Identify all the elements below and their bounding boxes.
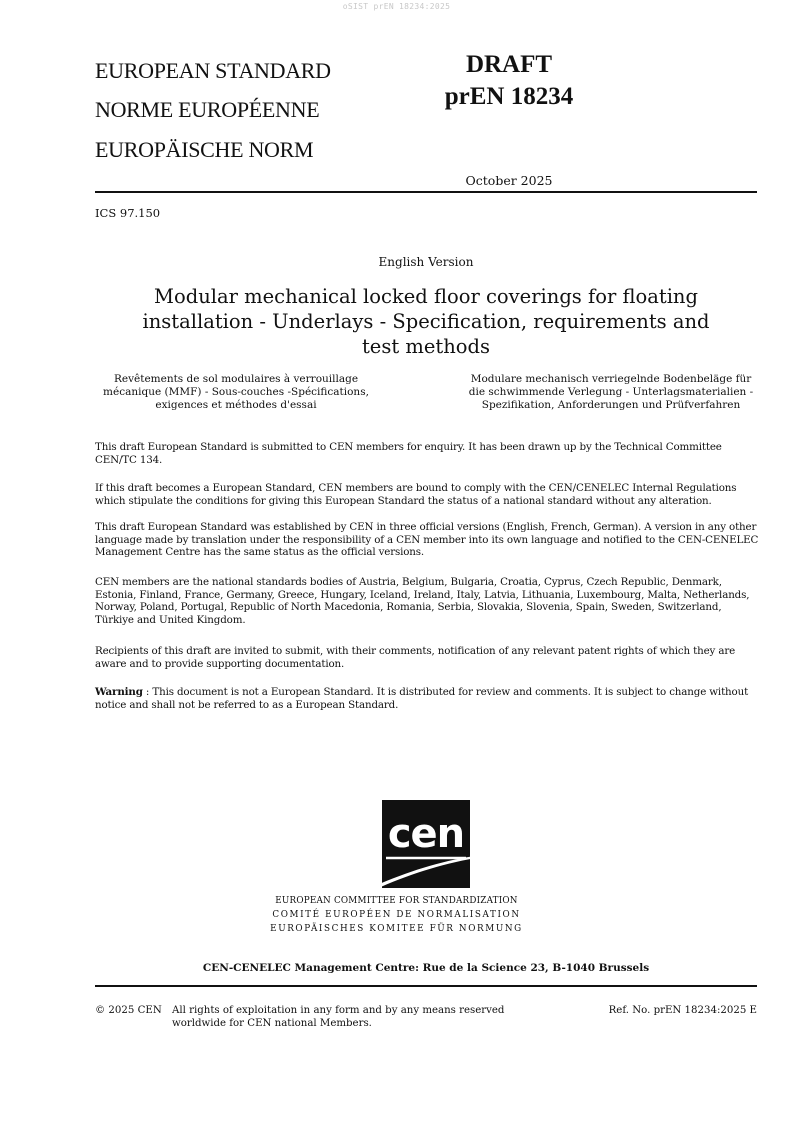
- ics-code: ICS 97.150: [95, 206, 161, 220]
- org-name-fr: COMITÉ EUROPÉEN DE NORMALISATION: [272, 910, 521, 920]
- standard-name-de: EUROPÄISCHE NORM: [95, 137, 314, 162]
- copyright: © 2025 CEN: [95, 1005, 162, 1016]
- org-name-en: EUROPEAN COMMITTEE FOR STANDARDIZATION: [275, 896, 518, 906]
- paragraph-members: CEN members are the national standards bodies of Austria, Belgium, Bulgaria, Croatia, Cyprus, Czech Republic, Denmark, Estonia, Finland, France, Germany, Greece, Hungary, Iceland, Ireland, Italy, Latvia, Lithuania, Luxembourg, Malta, Netherlands, Norway, Poland, Portugal, Republic of North Macedonia, Romania, Serbia, Slovakia, Slovenia, Spain, Sweden, Switzerland, Türkiye and United Kingdom.: [95, 576, 750, 626]
- paragraph-versions: This draft European Standard was established by CEN in three official versions (English, French, German). A version in any other language made by translation under the responsibility of a CEN member into its own language and notified to the CEN-CENELEC Management Centre has the same status as the official versions.: [95, 521, 759, 559]
- watermark: oSIST prEN 18234:2025: [342, 2, 451, 11]
- warning-text: : This document is not a European Standard. It is distributed for review and comments. It is subject to change without notice and shall not be referred to as a European Standard.: [95, 686, 749, 711]
- document-title: Modular mechanical locked floor coverings for floating installation - Underlays - Specification, requirements and test methods: [142, 285, 710, 358]
- paragraph-compliance: If this draft becomes a European Standard, CEN members are bound to comply with the CEN/CENELEC Internal Regulations which stipulate the conditions for giving this European Standard the status of a national standard without any alteration.: [95, 482, 737, 507]
- rights-line-1: All rights of exploitation in any form and by any means reserved: [172, 1005, 505, 1016]
- subtitle-french: Revêtements de sol modulaires à verrouillage mécanique (MMF) - Sous-couches -Spécifications, exigences et méthodes d'essai: [103, 373, 369, 411]
- language-version: English Version: [378, 255, 474, 269]
- paragraph-patents: Recipients of this draft are invited to submit, with their comments, notification of any relevant patent rights of which they are aware and to provide supporting documentation.: [95, 645, 736, 670]
- standard-name-en: EUROPEAN STANDARD: [95, 58, 331, 83]
- warning-paragraph: [95, 686, 760, 711]
- org-name-de: EUROPÄISCHES KOMITEE FÜR NORMUNG: [270, 924, 523, 934]
- standard-name-fr: NORME EUROPÉENNE: [95, 97, 320, 122]
- reference-number: Ref. No. prEN 18234:2025 E: [608, 1005, 757, 1016]
- header-divider: [95, 191, 757, 193]
- footer-divider: [95, 985, 757, 987]
- cen-logo: [372, 800, 484, 890]
- management-centre-address: CEN-CENELEC Management Centre: Rue de la Science 23, B-1040 Brussels: [202, 962, 650, 974]
- rights-line-2: worldwide for CEN national Members.: [172, 1018, 372, 1029]
- doc-number: prEN 18234: [444, 83, 574, 110]
- publication-date: October 2025: [465, 173, 553, 188]
- rights-notice: [172, 1004, 504, 1030]
- paragraph-enquiry: This draft European Standard is submitted to CEN members for enquiry. It has been drawn up by the Technical Committee CEN/TC 134.: [95, 441, 722, 466]
- subtitle-german: Modulare mechanisch verriegelnde Bodenbeläge für die schwimmende Verlegung - Unterlagsmaterialien - Spezifikation, Anforderungen und Prüfverfahren: [468, 373, 754, 411]
- warning-label: Warning: [95, 686, 143, 698]
- cen-logo-text: cen: [387, 811, 465, 857]
- draft-label: DRAFT: [465, 51, 553, 78]
